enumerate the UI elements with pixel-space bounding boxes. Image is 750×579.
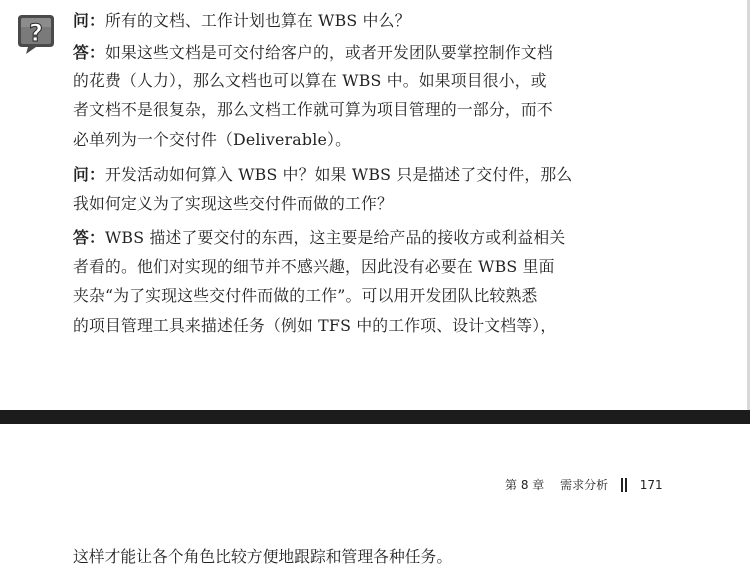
page-number: 171 xyxy=(639,477,663,492)
page-break-bar xyxy=(0,410,750,424)
qa-line-text: WBS 描述了要交付的东西，这主要是给产品的接收方或利益相关 xyxy=(105,228,566,247)
qa-answer-1-line-4 xyxy=(73,129,351,151)
qa-line-text: 我如何定义为了实现这些交付件而做的工作？ xyxy=(73,194,393,213)
qa-answer-1-line-1 xyxy=(73,42,553,64)
qa-line-text: 如果这些文档是可交付给客户的，或者开发团队要掌控制作文档 xyxy=(105,43,553,62)
qa-line-text: 的项目管理工具来描述任务（例如 TFS 中的工作项、设计文档等）， xyxy=(73,316,557,335)
qa-answer-2-line-2 xyxy=(73,256,555,278)
qa-answer-2-line-4 xyxy=(73,315,556,337)
header-separator xyxy=(620,478,628,492)
question-mark-icon xyxy=(16,13,56,55)
qa-question-2-line-1 xyxy=(73,164,572,186)
qa-line-text: 必单列为一个交付件（Deliverable）。 xyxy=(73,130,352,149)
running-header xyxy=(505,474,663,494)
qa-line-text: 的花费（人力），那么文档也可以算在 WBS 中。如果项目很小，或 xyxy=(73,71,547,90)
qa-answer-2-line-1 xyxy=(73,227,565,249)
qa-line-text: 开发活动如何算入 WBS 中？如果 WBS 只是描述了交付件，那么 xyxy=(105,165,573,184)
svg-text:?: ? xyxy=(29,19,43,47)
qa-answer-1-line-3 xyxy=(73,99,553,121)
answer-label: 答： xyxy=(73,43,105,62)
qa-line-text: 者看的。他们对实现的细节并不感兴趣，因此没有必要在 WBS 里面 xyxy=(73,257,555,276)
qa-line-text: 者文档不是很复杂，那么文档工作就可算为项目管理的一部分，而不 xyxy=(73,100,553,119)
chapter-number: 第 8 章 xyxy=(505,477,545,492)
body-paragraph: 这样才能让各个角色比较方便地跟踪和管理各种任务。 xyxy=(73,547,453,566)
chapter-title: 需求分析 xyxy=(560,477,609,492)
question-label: 问： xyxy=(73,11,105,30)
qa-answer-1-line-2 xyxy=(73,70,547,92)
qa-question-2-line-2 xyxy=(73,193,393,215)
qa-question-1-line-1 xyxy=(73,10,411,32)
answer-label: 答： xyxy=(73,228,105,247)
qa-answer-2-line-3 xyxy=(73,285,537,307)
qa-line-text: 所有的文档、工作计划也算在 WBS 中么？ xyxy=(105,11,411,30)
question-label: 问： xyxy=(73,165,105,184)
qa-line-text: 夹杂“为了实现这些交付件而做的工作”。可以用开发团队比较熟悉 xyxy=(73,286,538,305)
